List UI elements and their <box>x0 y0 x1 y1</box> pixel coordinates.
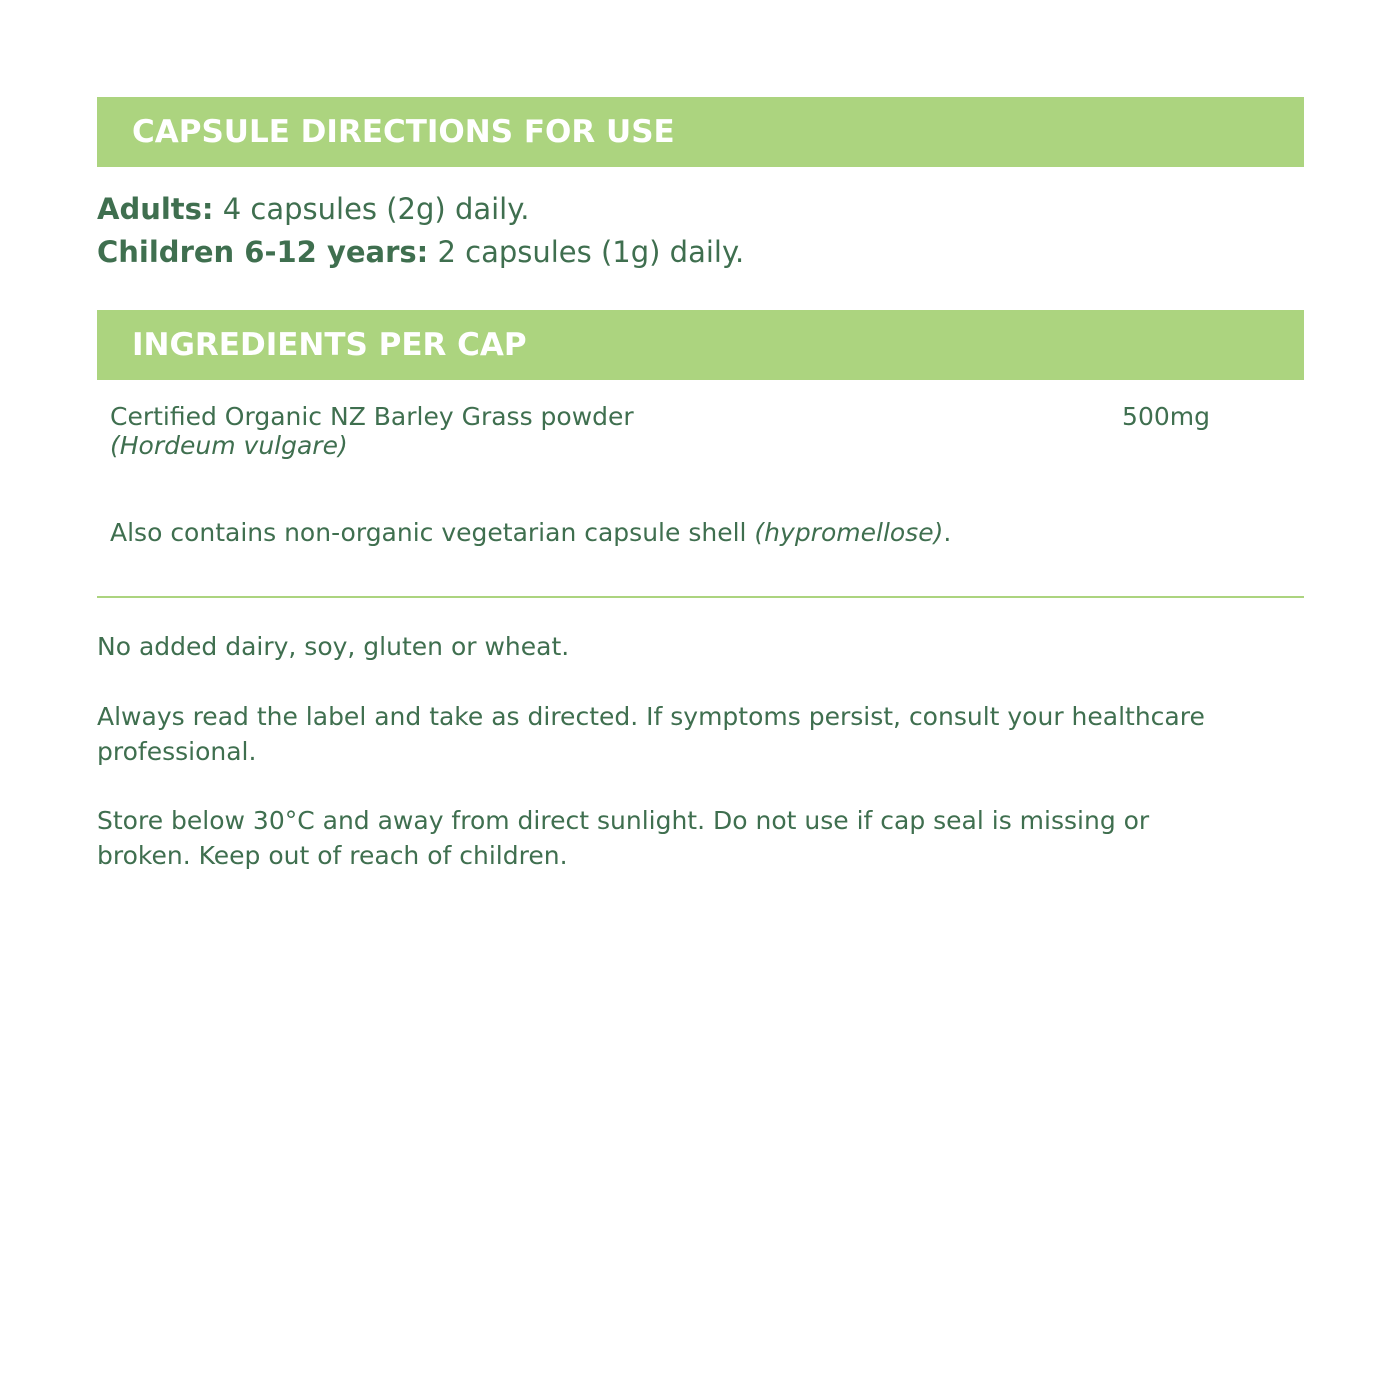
ingredients-header-band <box>97 310 1304 380</box>
children-dose: 2 capsules (1g) daily. <box>428 235 745 269</box>
also-contains-note <box>110 518 951 548</box>
free-from-note: No added dairy, soy, gluten or wheat. <box>97 632 570 661</box>
ingredients-title: INGREDIENTS PER CAP <box>132 327 527 363</box>
dose-children <box>97 235 744 269</box>
adults-dose: 4 capsules (2g) daily. <box>213 192 530 226</box>
section-divider <box>97 596 1304 598</box>
also-contains-suffix: . <box>943 518 952 547</box>
also-contains-text: Also contains non-organic vegetarian capsule shell <box>110 518 755 547</box>
also-contains-italic: (hypromellose) <box>754 518 944 547</box>
directions-title: CAPSULE DIRECTIONS FOR USE <box>132 114 675 150</box>
children-label: Children 6-12 years: <box>97 235 429 269</box>
ingredient-name: Certified Organic NZ Barley Grass powder <box>110 402 634 431</box>
ingredient-amount: 500mg <box>1122 402 1210 431</box>
ingredient-row <box>110 402 1210 460</box>
label-advice-note: Always read the label and take as directed. If symptoms persist, consult your healthcare professional. <box>97 702 1205 766</box>
directions-header-band <box>97 97 1304 167</box>
adults-label: Adults: <box>97 192 214 226</box>
ingredient-latin-name: (Hordeum vulgare) <box>110 431 348 460</box>
dose-adults <box>97 192 530 226</box>
storage-note: Store below 30°C and away from direct sunlight. Do not use if cap seal is missing or broken. Keep out of reach of children. <box>97 806 1150 870</box>
